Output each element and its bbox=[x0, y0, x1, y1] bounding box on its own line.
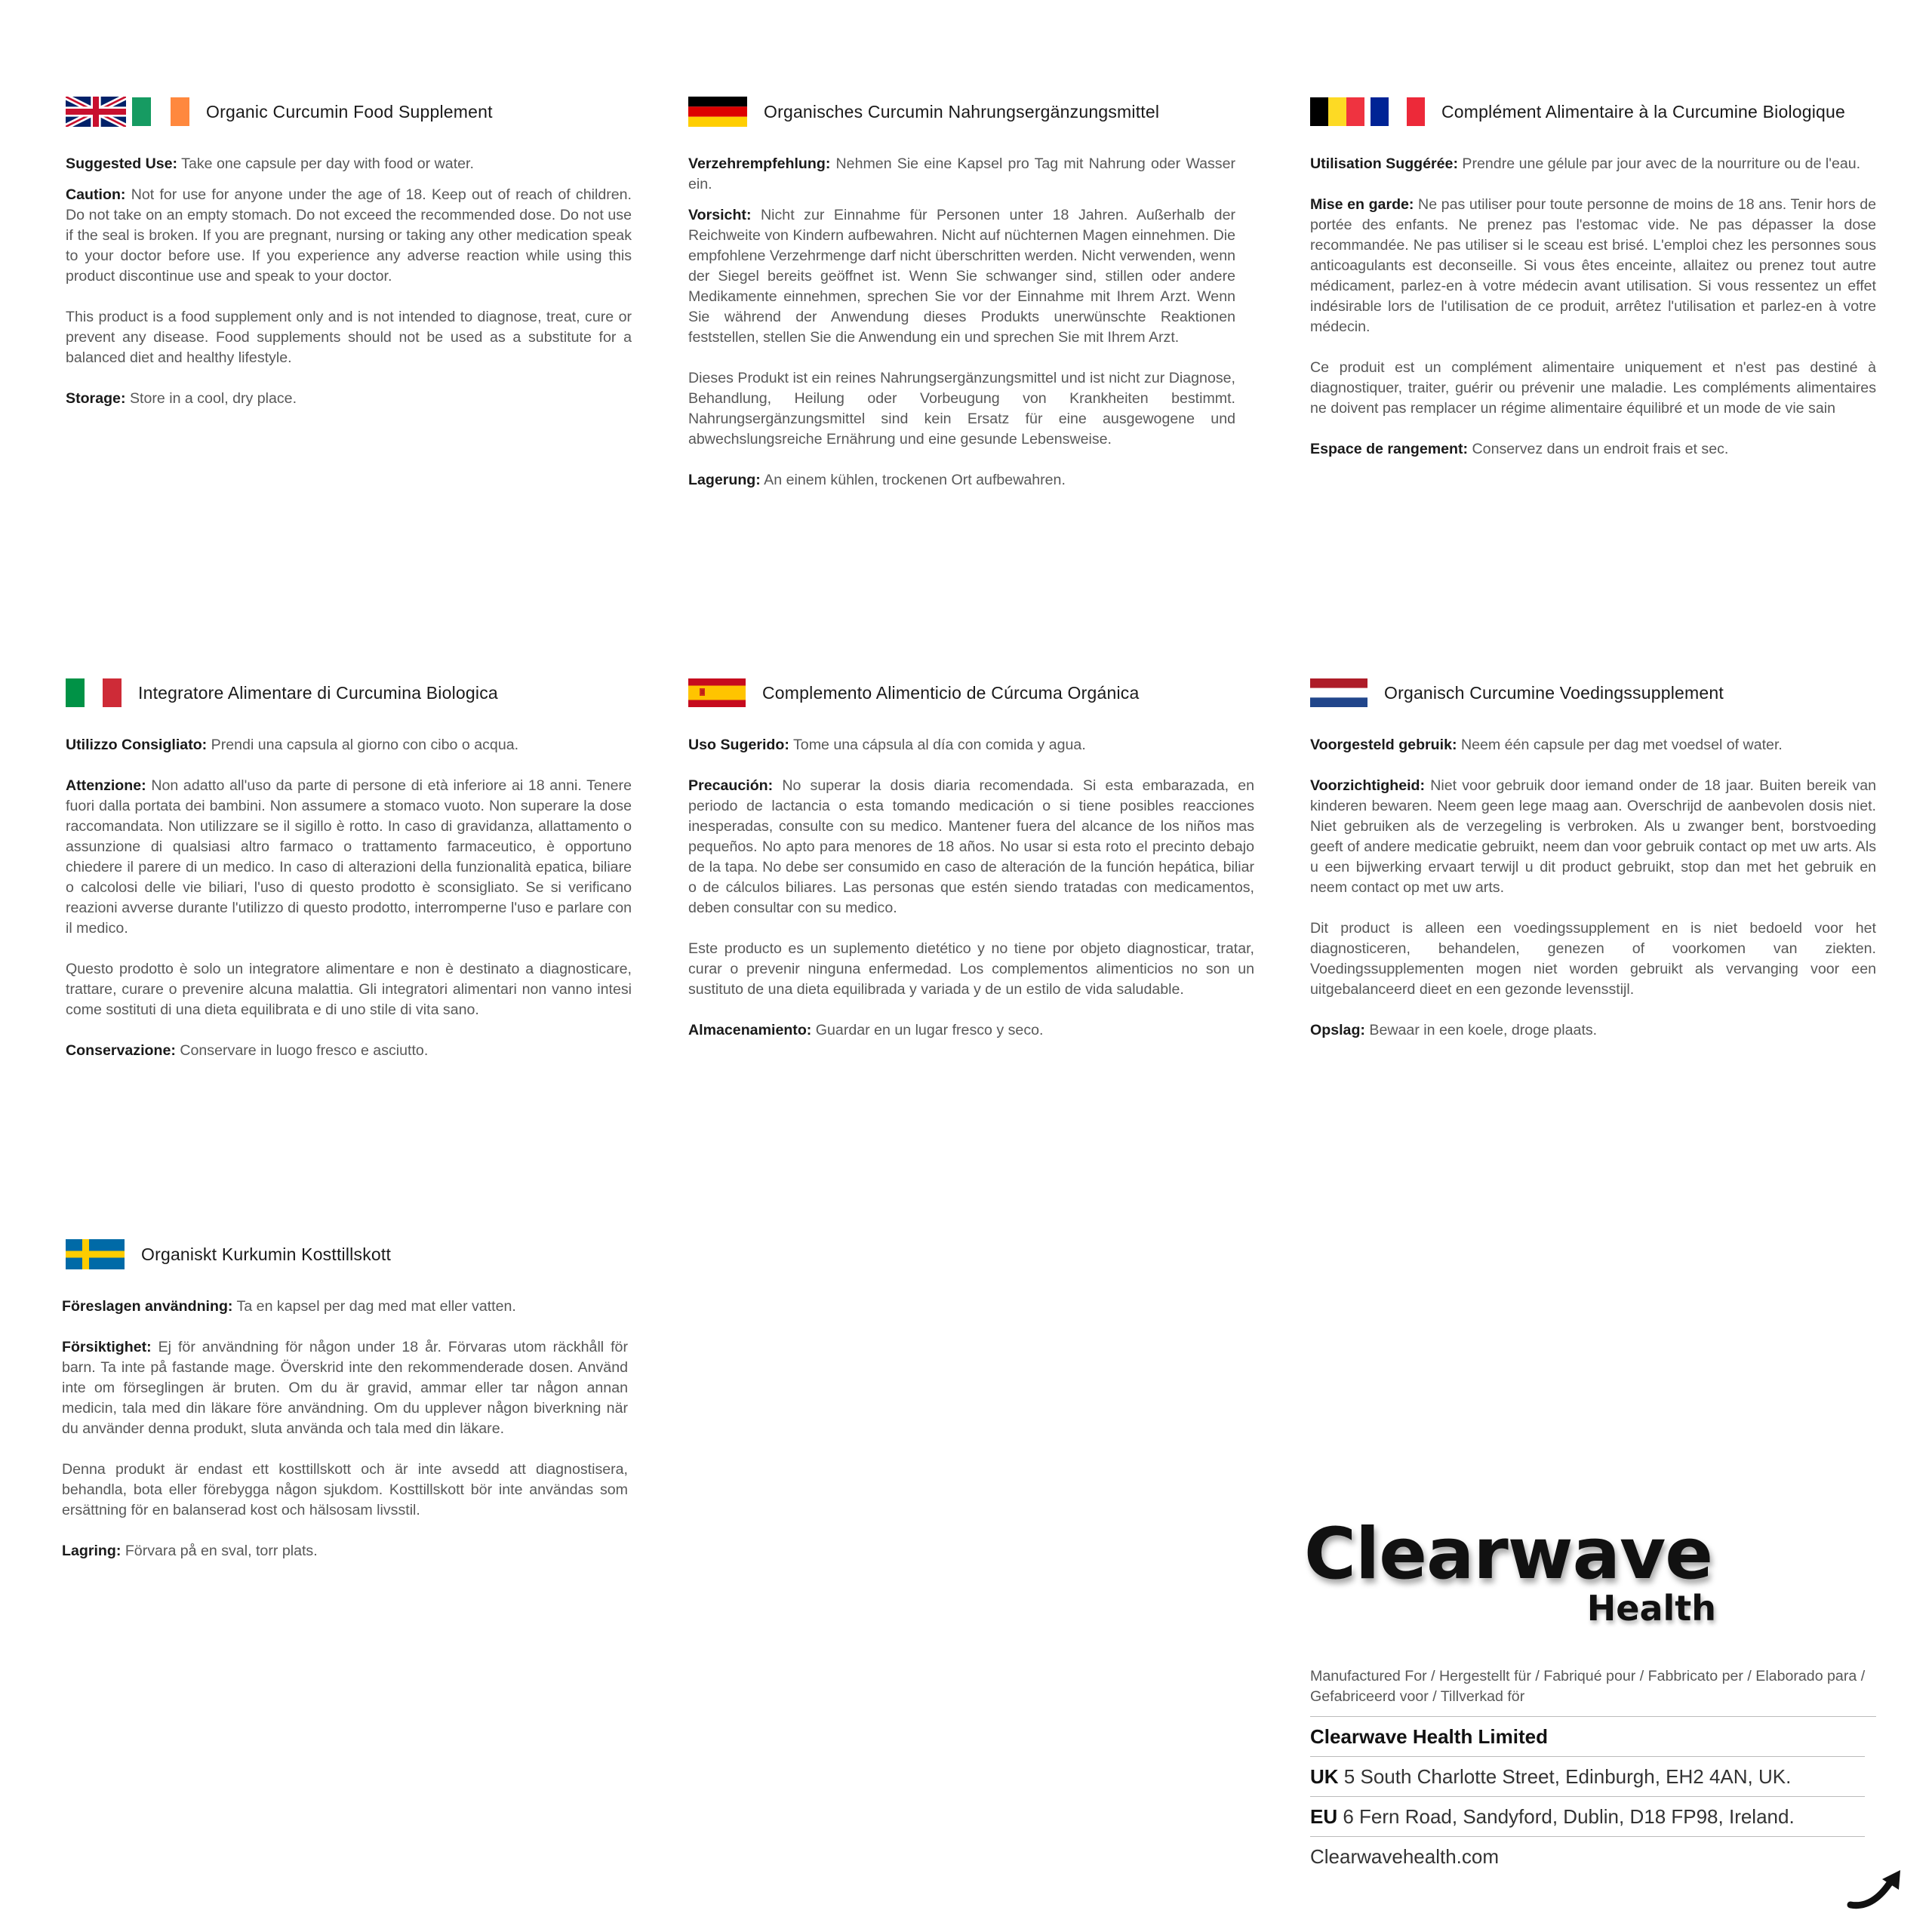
panel-header bbox=[1310, 95, 1876, 128]
panel-header bbox=[62, 1238, 628, 1271]
caution-text: Nicht zur Einnahme für Personen unter 18 Jahren. Außerhalb der Reichweite von Kindern aufbewahren. Nicht auf nüchternen Magen einnehmen. Die empfohlene Verzehrmenge darf nicht überschritten werden. Nicht verwenden, wenn der Siegel bereits geöffnet ist. Wenn Sie schwanger sind, stillen oder andere Medikamente einnehmen, sprechen Sie vor der Einnahme mit Ihrem Arzt. Wenn Sie während der Anwendung dieses Produkts unerwünschte Reaktionen feststellen, stellen Sie die Anwendung ein und sprechen Sie mit Ihrem Arzt. bbox=[688, 207, 1235, 346]
germany-flag-icon bbox=[688, 97, 747, 127]
manufactured-for-note: Manufactured For / Hergestellt für / Fabriqué pour / Fabbricato per / Elaborado para / Gefabriceerd voor / Tillverkad för bbox=[1310, 1666, 1876, 1717]
flags bbox=[66, 1239, 131, 1269]
suggested-use-label: Suggested Use: bbox=[66, 155, 178, 172]
sweden-flag-icon bbox=[66, 1239, 125, 1269]
caution bbox=[62, 1337, 628, 1439]
suggested-use bbox=[62, 1297, 628, 1317]
brand-logo bbox=[1304, 1513, 1727, 1629]
suggested-use bbox=[1310, 735, 1876, 755]
storage-label: Lagring: bbox=[62, 1543, 122, 1559]
storage bbox=[66, 389, 632, 409]
suggested-use-text: Prendi una capsula al giorno con cibo o acqua. bbox=[211, 737, 519, 753]
caution bbox=[688, 776, 1254, 918]
panel-italian bbox=[66, 676, 632, 1081]
panel-title: Organiskt Kurkumin Kosttillskott bbox=[141, 1244, 392, 1264]
disclaimer: Ce produit est un complément alimentaire uniquement et n'est pas destiné à diagnostiquer, traiter, guérir ou prévenir une maladie. Les compléments alimentaires ne doivent pas remplacer un régime alimentaire équilibré et un mode de vie sain bbox=[1310, 359, 1876, 417]
panel-title: Organisches Curcumin Nahrungsergänzungsmittel bbox=[764, 101, 1160, 122]
suggested-use-text: Neem één capsule per dag met voedsel of water. bbox=[1460, 737, 1783, 753]
storage-text: Conservare in luogo fresco e asciutto. bbox=[180, 1042, 429, 1059]
flags bbox=[688, 97, 753, 127]
suggested-use bbox=[688, 735, 1254, 755]
caution bbox=[1310, 195, 1876, 337]
uk-flag-icon bbox=[66, 97, 126, 127]
storage-label: Conservazione: bbox=[66, 1042, 176, 1059]
flags bbox=[66, 97, 195, 127]
panel-header bbox=[66, 676, 632, 709]
storage-label: Storage: bbox=[66, 390, 126, 407]
suggested-use-text: Prendre une gélule par jour avec de la nourriture ou de l'eau. bbox=[1462, 155, 1861, 172]
suggested-use-text: Nehmen Sie eine Kapsel pro Tag mit Nahrung oder Wasser ein. bbox=[688, 155, 1236, 192]
caution bbox=[66, 185, 632, 287]
caution bbox=[1310, 776, 1876, 898]
panel-title: Organic Curcumin Food Supplement bbox=[206, 101, 493, 122]
disclaimer: Dieses Produkt ist ein reines Nahrungsergänzungsmittel und ist nicht zur Diagnose, Behandlung, Heilung oder Vorbeugung von Krankheiten bestimmt. Nahrungsergänzungsmittel sind kein Ersatz für eine ausgewogene und abwechslungsreiche Ernährung und eine gesunde Lebensweise. bbox=[688, 370, 1235, 448]
suggested-use bbox=[1310, 154, 1876, 174]
panel-french bbox=[1310, 95, 1876, 480]
storage-text: An einem kühlen, trockenen Ort aufbewahren. bbox=[764, 472, 1066, 488]
panel-title: Organisch Curcumine Voedingssupplement bbox=[1384, 682, 1724, 703]
storage-label: Lagerung: bbox=[688, 472, 761, 488]
panel-swedish bbox=[62, 1238, 628, 1582]
caution-label: Mise en garde: bbox=[1310, 196, 1414, 213]
suggested-use-text: Ta en kapsel per dag med mat eller vatten. bbox=[236, 1298, 516, 1315]
storage bbox=[62, 1541, 628, 1561]
panel-body bbox=[1310, 154, 1876, 460]
caution-text: No superar la dosis diaria recomendada. Si esta embarazada, en periodo de lactancia o esta tomando medicación o si tiene posibles reacciones inesperadas, consulte con su medico. Mantener fuera del alcance de los niños mas pequeños. No apto para menores de 18 años. No usar si esta roto el precinto debajo de la tapa. No debe ser consumido en caso de alteración de la función hepática, biliar o de cálculos biliares. Las personas que estén siendo tratadas con medicamentos, deben consultar con su medico. bbox=[688, 777, 1254, 916]
disclaimer: Denna produkt är endast ett kosttillskott och är inte avsedd att diagnostisera, behandla, bota eller förebygga någon sjukdom. Kosttillskott bör inte användas som ersättning för en balanserad kost och hälsosam livsstil. bbox=[62, 1461, 628, 1518]
storage bbox=[688, 1020, 1254, 1041]
storage-text: Store in a cool, dry place. bbox=[129, 390, 297, 407]
storage-label: Almacenamiento: bbox=[688, 1022, 812, 1038]
uk-address-text: 5 South Charlotte Street, Edinburgh, EH2 4AN, UK. bbox=[1343, 1765, 1792, 1788]
flags bbox=[66, 678, 128, 707]
caution bbox=[66, 776, 632, 939]
disclaimer: Questo prodotto è solo un integratore alimentare e non è destinato a diagnosticare, trattare, curare o prevenire alcuna malattia. Gli integratori alimentari non vanno intesi come sostituti di una dieta equilibrata e di uno stile di vita sano. bbox=[66, 961, 632, 1018]
panel-body bbox=[1310, 735, 1876, 1041]
panel-english bbox=[66, 95, 632, 429]
panel-title: Integratore Alimentare di Curcumina Biologica bbox=[138, 682, 498, 703]
panel-body bbox=[688, 735, 1254, 1041]
panel-header bbox=[1310, 676, 1876, 709]
website: Clearwavehealth.com bbox=[1310, 1845, 1500, 1868]
caution-label: Caution: bbox=[66, 186, 126, 203]
suggested-use bbox=[66, 154, 632, 174]
disclaimer: Este producto es un suplemento dietético y no tiene por objeto diagnosticar, tratar, curar o prevenir ninguna enfermedad. Los complementos alimenticios no son un sustituto de una dieta equilibrada y variada y de un estilo de vida saludable. bbox=[688, 940, 1254, 998]
suggested-use-label: Utilisation Suggérée: bbox=[1310, 155, 1458, 172]
caution-text: Ej för användning för någon under 18 år. Förvaras utom räckhåll för barn. Ta inte på fastande mage. Överskrid inte den rekommenderade dosen. Använd inte om förseglingen är bruten. Om du är gravid, ammar eller tar någon annan medicin, tala med din läkare före användning. Om du upplever någon biverkning när du använder denna produkt, sluta använda och tala med din läkare. bbox=[62, 1339, 628, 1437]
uk-label: UK bbox=[1310, 1765, 1339, 1788]
panel-body bbox=[66, 154, 632, 409]
france-flag-icon bbox=[1371, 97, 1425, 126]
storage-text: Förvara på en sval, torr plats. bbox=[125, 1543, 318, 1559]
belgium-flag-icon bbox=[1310, 97, 1364, 126]
storage-label: Opslag: bbox=[1310, 1022, 1365, 1038]
panel-dutch bbox=[1310, 676, 1876, 1061]
netherlands-flag-icon bbox=[1310, 678, 1367, 707]
storage-label: Espace de rangement: bbox=[1310, 441, 1469, 457]
panel-header bbox=[66, 95, 632, 128]
manufacturer-info bbox=[1310, 1666, 1876, 1876]
suggested-use bbox=[66, 735, 632, 755]
storage bbox=[688, 470, 1235, 491]
panel-title: Complément Alimentaire à la Curcumine Biologique bbox=[1441, 101, 1846, 122]
italy-flag-icon bbox=[66, 678, 122, 707]
panel-body bbox=[688, 154, 1235, 491]
panel-german bbox=[688, 95, 1235, 511]
spain-flag-icon bbox=[688, 678, 746, 707]
company-name-text: Clearwave Health Limited bbox=[1310, 1725, 1548, 1748]
storage bbox=[1310, 439, 1876, 460]
suggested-use-label: Verzehrempfehlung: bbox=[688, 155, 831, 172]
curved-arrow-icon bbox=[1846, 1866, 1914, 1911]
eu-address-text: 6 Fern Road, Sandyford, Dublin, D18 FP98, Ireland. bbox=[1343, 1805, 1795, 1828]
caution-label: Försiktighet: bbox=[62, 1339, 152, 1355]
storage bbox=[66, 1041, 632, 1061]
caution-text: Ne pas utiliser pour toute personne de moins de 18 ans. Tenir hors de portée des enfants. Ne prenez pas l'estomac vide. Ne pas dépasser la dose recommandée. Ne pas utiliser si le sceau est brisé. L'emploi chez les personnes sous anticoagulants est deconseille. Si vous êtes enceinte, allaitez ou prenez tout autre médicament, parlez-en à votre médecin avant utilisation. Si vous ressentez un effet indésirable lors de l'utilisation de ce produit, arrêtez l'utilisation et parlez-en à votre médecin. bbox=[1310, 196, 1876, 335]
suggested-use-text: Take one capsule per day with food or water. bbox=[181, 155, 474, 172]
uk-address bbox=[1310, 1757, 1865, 1797]
panel-body bbox=[66, 735, 632, 1061]
ireland-flag-icon bbox=[132, 97, 189, 126]
panel-spanish bbox=[688, 676, 1254, 1061]
company-name bbox=[1310, 1717, 1865, 1757]
disclaimer: Dit product is alleen een voedingssupplement en is niet bedoeld voor het diagnosticeren, behandelen, genezen of voorkomen van ziekten. Voedingssupplementen mogen niet worden gebruikt als vervanging voor een uitgebalanceerd dieet en een gezonde levensstijl. bbox=[1310, 920, 1876, 998]
flags bbox=[1310, 97, 1431, 126]
caution-label: Attenzione: bbox=[66, 777, 146, 794]
suggested-use-label: Föreslagen användning: bbox=[62, 1298, 233, 1315]
disclaimer: This product is a food supplement only and is not intended to diagnose, treat, cure or prevent any disease. Food supplements should not be used as a substitute for a balanced diet and healthy lifestyle. bbox=[66, 309, 632, 366]
logo-sub-text: Health bbox=[1586, 1588, 1716, 1629]
eu-address bbox=[1310, 1797, 1865, 1837]
caution-text: Non adatto all'uso da parte di persone di età inferiore ai 18 anni. Tenere fuori dalla portata dei bambini. Non assumere a stomaco vuoto. Non superare la dose raccomandata. Non utilizzare se il sigillo è rotto. In caso di gravidanza, allattamento o assunzione di qualsiasi altro farmaco o trattamento farmaceutico, è opportuno chiedere il parere di un medico. In caso di alterazioni della funzionalità epatica, biliare o calcolosi delle vie biliari, l'uso di questo prodotto è sconsigliato. Se si verificano reazioni avverse durante l'utilizzo di questo prodotto, interromperne l'uso e parlare con il medico. bbox=[66, 777, 632, 937]
caution-label: Precaución: bbox=[688, 777, 774, 794]
suggested-use-label: Uso Sugerido: bbox=[688, 737, 789, 753]
panel-header bbox=[688, 676, 1254, 709]
flags bbox=[1310, 678, 1374, 707]
panel-body bbox=[62, 1297, 628, 1561]
storage-text: Conservez dans un endroit frais et sec. bbox=[1472, 441, 1729, 457]
caution-label: Vorsicht: bbox=[688, 207, 752, 223]
storage-text: Guardar en un lugar fresco y seco. bbox=[815, 1022, 1044, 1038]
suggested-use bbox=[688, 154, 1235, 195]
suggested-use-label: Voorgesteld gebruik: bbox=[1310, 737, 1457, 753]
storage bbox=[1310, 1020, 1876, 1041]
caution-text: Niet voor gebruik door iemand onder de 18 jaar. Buiten bereik van kinderen bewaren. Neem geen lege maag aan. Overschrijd de aanbevolen dosis niet. Niet gebruiken als de verzegeling is verbroken. Als u zwanger bent, borstvoeding geeft of andere medicatie gebruikt, neem dan voor gebruik contact op met uw arts. Als u een bijwerking ervaart terwijl u dit product gebruikt, stop dan met het gebruik en neem contact op met uw arts. bbox=[1310, 777, 1876, 896]
caution-label: Voorzichtigheid: bbox=[1310, 777, 1426, 794]
caution-text: Not for use for anyone under the age of 18. Keep out of reach of children. Do not take on an empty stomach. Do not exceed the recommended dose. Do not use if the seal is broken. If you are pregnant, nursing or taking any other medication speak to your doctor before use. If you experience any adverse reaction while using this product discontinue use and speak to your doctor. bbox=[66, 186, 632, 285]
caution bbox=[688, 205, 1235, 348]
suggested-use-text: Tome una cápsula al día con comida y agua. bbox=[793, 737, 1086, 753]
flags bbox=[688, 678, 752, 707]
logo-main-text: Clearwave bbox=[1304, 1513, 1713, 1595]
panel-header bbox=[688, 95, 1235, 128]
panel-title: Complemento Alimenticio de Cúrcuma Orgánica bbox=[762, 682, 1140, 703]
storage-text: Bewaar in een koele, droge plaats. bbox=[1369, 1022, 1598, 1038]
eu-label: EU bbox=[1310, 1805, 1338, 1828]
suggested-use-label: Utilizzo Consigliato: bbox=[66, 737, 208, 753]
